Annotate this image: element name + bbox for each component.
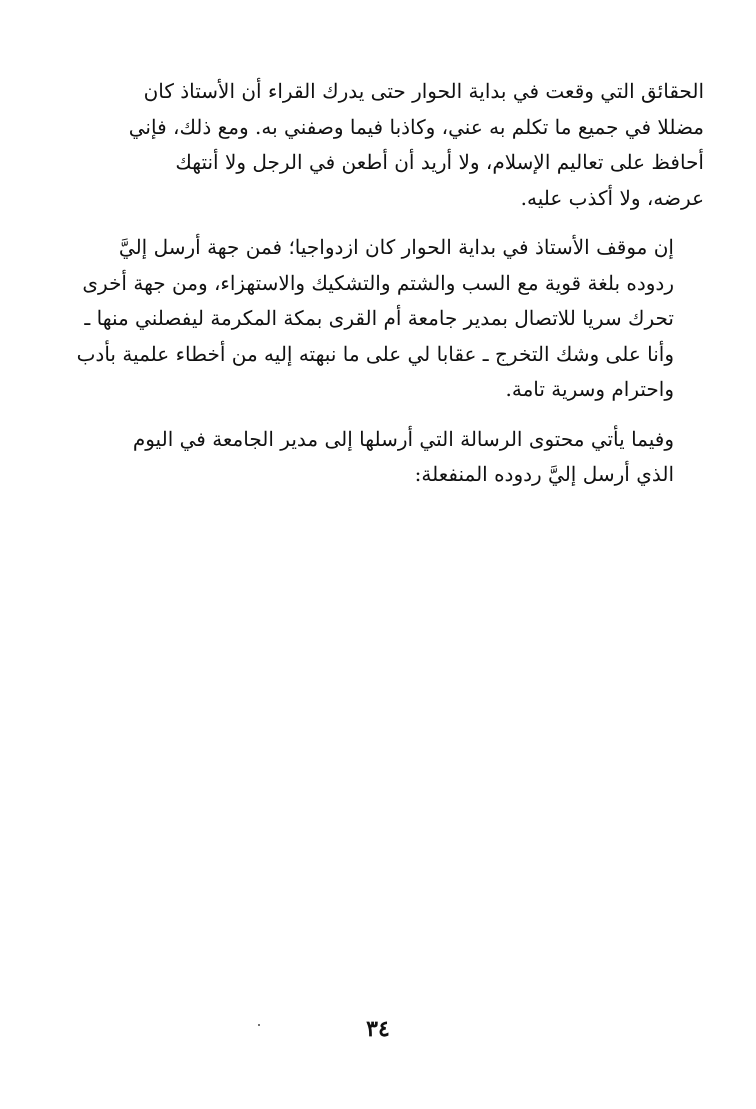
text-line: ردوده بلغة قوية مع السب والشتم والتشكيك والاستهزاء، ومن جهة أخرى <box>82 270 674 295</box>
text-line: واحترام وسرية تامة. <box>505 377 674 401</box>
text-line: مضللا في جميع ما تكلم به عني، وكاذبا فيما وصفني به. ومع ذلك، فإني <box>128 114 704 139</box>
paragraph-3 <box>88 422 704 493</box>
text-line: وفيما يأتي محتوى الرسالة التي أرسلها إلى مدير الجامعة في اليوم <box>132 426 674 451</box>
text-line: تحرك سريا للاتصال بمدير جامعة أم القرى بمكة المكرمة ليفصلني منها ـ <box>84 306 674 330</box>
text-line: الذي أرسل إليَّ ردوده المنفعلة: <box>414 462 674 486</box>
text-line: الحقائق التي وقعت في بداية الحوار حتى يدرك القراء أن الأستاذ كان <box>143 79 704 103</box>
text-line: وأنا على وشك التخرج ـ عقابا لي على ما نبهته إليه من أخطاء علمية بأدب <box>76 341 674 366</box>
text-line: إن موقف الأستاذ في بداية الحوار كان ازدواجيا؛ فمن جهة أرسل إليَّ <box>118 235 674 259</box>
text-line: أحافظ على تعاليم الإسلام، ولا أريد أن أطعن في الرجل ولا أنتهك <box>175 150 704 174</box>
paragraph-1 <box>88 74 704 216</box>
text-line: عرضه، ولا أكذب عليه. <box>520 185 704 210</box>
paragraph-2 <box>76 230 704 408</box>
page-body <box>76 74 704 507</box>
page-number: ٣٤ <box>366 1016 390 1042</box>
